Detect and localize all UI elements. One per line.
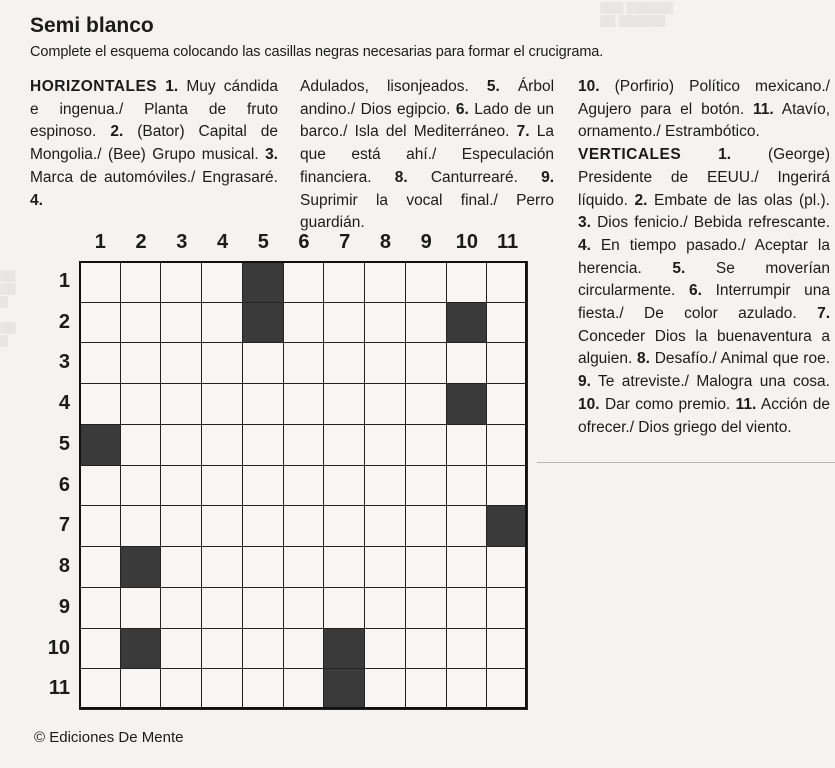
grid-cell[interactable] xyxy=(160,505,202,547)
h-clue-2-text: (Bator) Capital de Mongolia./ (Bee) Grupo musical. xyxy=(30,123,279,164)
h-clue-5-num: 5. xyxy=(486,78,500,95)
grid-cell[interactable] xyxy=(242,628,284,670)
grid-cell[interactable] xyxy=(79,505,121,547)
grid-cell[interactable] xyxy=(446,424,488,466)
grid-cell[interactable] xyxy=(323,587,365,629)
grid-cell[interactable] xyxy=(201,383,243,425)
grid-cell[interactable] xyxy=(364,465,406,507)
grid-cell[interactable] xyxy=(120,465,162,507)
grid-cell[interactable] xyxy=(405,342,447,384)
v-clue-8-text: Desafío./ Animal que roe. xyxy=(654,350,831,368)
grid-cell[interactable] xyxy=(160,261,202,303)
v-clue-9-num: 9. xyxy=(578,373,591,391)
grid-cell[interactable] xyxy=(405,424,447,466)
column-number: 8 xyxy=(379,231,391,253)
grid-cell[interactable] xyxy=(242,505,284,547)
grid-cell[interactable] xyxy=(160,587,202,629)
grid-cell[interactable] xyxy=(364,424,406,466)
column-number: 1 xyxy=(94,231,106,253)
row-number: 7 xyxy=(58,514,70,537)
grid-cell[interactable] xyxy=(201,628,243,670)
grid-cell[interactable] xyxy=(201,587,243,629)
grid-cell[interactable] xyxy=(405,383,447,425)
grid-cell[interactable] xyxy=(201,546,243,588)
grid-cell[interactable] xyxy=(486,424,528,466)
grid-cell[interactable] xyxy=(364,383,406,425)
h-clue-6-num: 6. xyxy=(455,100,469,118)
v-clue-11-text: Acción de ofrecer./ Dios griego del viento. xyxy=(578,395,830,436)
grid-cell[interactable] xyxy=(446,668,488,710)
h-clue-7-text: La que está ahí./ Especulación financiera. xyxy=(300,123,554,186)
bleed-through-top: ▒▒▒ ▒▒▒▒▒▒ ▒▒ ▒▒▒▒▒▒ xyxy=(600,2,674,27)
grid-cell[interactable] xyxy=(160,668,202,710)
grid-cell[interactable] xyxy=(201,505,243,547)
grid-cell[interactable] xyxy=(242,546,284,588)
grid-cell-black[interactable] xyxy=(446,383,488,425)
grid-cell[interactable] xyxy=(79,587,121,629)
grid-cell[interactable] xyxy=(446,505,488,547)
grid-cell[interactable] xyxy=(242,342,284,384)
row-number: 11 xyxy=(48,677,70,700)
grid-cell[interactable] xyxy=(283,546,325,588)
grid-cell[interactable] xyxy=(364,261,406,303)
grid-cell[interactable] xyxy=(446,465,488,507)
grid-cell[interactable] xyxy=(283,668,325,710)
v-clue-2-num: 2. xyxy=(634,191,648,209)
grid-cell[interactable] xyxy=(242,587,284,629)
grid-cell[interactable] xyxy=(486,302,528,344)
column-number: 11 xyxy=(497,231,519,253)
grid-cell[interactable] xyxy=(486,342,528,384)
grid-cell[interactable] xyxy=(323,465,365,507)
row-number: 5 xyxy=(58,432,70,455)
h-clue-3-num: 3. xyxy=(265,146,278,164)
grid-cell[interactable] xyxy=(323,302,365,344)
grid-cell[interactable] xyxy=(79,668,121,710)
puzzle-title: Semi blanco xyxy=(30,14,154,37)
column-number: 3 xyxy=(176,231,188,253)
v-clue-4-num: 4. xyxy=(578,236,591,254)
v-clue-3-num: 3. xyxy=(578,214,591,232)
section-divider xyxy=(537,462,835,463)
grid-cell[interactable] xyxy=(446,342,488,384)
v-clue-7-num: 7. xyxy=(817,305,831,323)
v-clue-5-num: 5. xyxy=(672,259,686,277)
grid-cell[interactable] xyxy=(283,302,325,344)
grid-cell[interactable] xyxy=(160,383,202,425)
copyright-footer: © Ediciones De Mente xyxy=(34,729,184,746)
v-clue-1-num: 1. xyxy=(718,146,732,164)
grid-cell[interactable] xyxy=(323,342,365,384)
grid-cell-black[interactable] xyxy=(242,261,284,303)
grid-cell[interactable] xyxy=(486,668,528,710)
grid-cell[interactable] xyxy=(120,668,162,710)
h-clue-1-text: Muy cándida e ingenua./ Planta de fruto espinoso. xyxy=(30,78,279,141)
h-clue-11-num: 11. xyxy=(753,100,774,118)
grid-cell[interactable] xyxy=(323,546,365,588)
v-clue-8-num: 8. xyxy=(637,350,650,368)
grid-cell[interactable] xyxy=(405,505,447,547)
grid-cell-black[interactable] xyxy=(120,628,162,670)
grid-cell-black[interactable] xyxy=(446,302,488,344)
grid-cell[interactable] xyxy=(446,587,488,629)
grid-cell[interactable] xyxy=(486,465,528,507)
grid-cell[interactable] xyxy=(486,587,528,629)
grid-cell[interactable] xyxy=(486,383,528,425)
grid-cell[interactable] xyxy=(323,261,365,303)
grid-cell[interactable] xyxy=(364,668,406,710)
row-number: 10 xyxy=(47,636,70,659)
v-clue-6-num: 6. xyxy=(688,282,702,300)
row-number: 9 xyxy=(58,595,70,618)
grid-cell[interactable] xyxy=(283,587,325,629)
grid-cell[interactable] xyxy=(160,342,202,384)
grid-cell[interactable] xyxy=(283,342,325,384)
grid-cell[interactable] xyxy=(405,546,447,588)
grid-cell[interactable] xyxy=(79,383,121,425)
grid-cell[interactable] xyxy=(283,465,325,507)
row-number: 3 xyxy=(58,351,70,374)
grid-cell-black[interactable] xyxy=(323,628,365,670)
grid-cell[interactable] xyxy=(283,424,325,466)
grid-cell-black[interactable] xyxy=(79,424,121,466)
h-clue-6-text: Lado de un barco./ Isla del Mediterráneo. xyxy=(300,100,554,141)
grid-cell[interactable] xyxy=(486,546,528,588)
grid-cell[interactable] xyxy=(242,424,284,466)
grid-cell[interactable] xyxy=(201,424,243,466)
h-clue-3-text: Marca de automóviles./ Engrasaré. xyxy=(30,168,278,186)
h-clue-4-num: 4. xyxy=(30,191,43,209)
grid-cell[interactable] xyxy=(364,546,406,588)
grid-cell[interactable] xyxy=(405,628,447,670)
column-number: 10 xyxy=(455,231,478,253)
grid-cell[interactable] xyxy=(405,302,447,344)
grid-cell-black[interactable] xyxy=(120,546,162,588)
column-number: 6 xyxy=(298,231,310,253)
grid-cell[interactable] xyxy=(120,261,162,303)
grid-cell[interactable] xyxy=(79,465,121,507)
grid-cell[interactable] xyxy=(201,668,243,710)
grid-cell[interactable] xyxy=(486,628,528,670)
h-clue-5-text: Árbol andino./ Dios egipcio. xyxy=(300,78,555,118)
grid-cell[interactable] xyxy=(79,342,121,384)
column-number: 5 xyxy=(257,231,269,253)
column-number: 4 xyxy=(216,231,229,253)
grid-cell[interactable] xyxy=(364,587,406,629)
column-number: 2 xyxy=(135,231,147,253)
grid-cell[interactable] xyxy=(160,302,202,344)
row-number: 1 xyxy=(58,270,70,292)
clues-column-2 xyxy=(300,76,554,235)
grid-cell[interactable] xyxy=(283,628,325,670)
grid-cell[interactable] xyxy=(120,505,162,547)
puzzle-instructions: Complete el esquema colocando las casillas negras necesarias para formar el crucigrama. xyxy=(30,44,604,60)
grid-cell[interactable] xyxy=(79,628,121,670)
grid-cell[interactable] xyxy=(160,546,202,588)
grid-cell[interactable] xyxy=(323,424,365,466)
v-clue-5-text: Se moverían circularmente. xyxy=(578,259,830,300)
grid-cell-black[interactable] xyxy=(323,668,365,710)
h-clue-7-num: 7. xyxy=(516,123,530,141)
horizontal-heading: HORIZONTALES xyxy=(30,78,158,95)
grid-cell[interactable] xyxy=(79,261,121,303)
v-clue-3-text: Dios fenicio./ Bebida refrescante. xyxy=(597,214,831,232)
v-clue-1-text: (George) Presidente de EEUU./ Ingerirá líquido. xyxy=(578,146,830,209)
grid-cell-black[interactable] xyxy=(242,302,284,344)
grid-cell[interactable] xyxy=(120,302,162,344)
grid-column-numbers xyxy=(80,231,528,255)
h-clue-1-num: 1. xyxy=(165,78,179,95)
row-number: 4 xyxy=(58,392,70,415)
grid-cell[interactable] xyxy=(201,302,243,344)
grid-cell[interactable] xyxy=(242,465,284,507)
h-clue-2-num: 2. xyxy=(110,123,124,141)
grid-cell[interactable] xyxy=(446,546,488,588)
h-clue-8-text: Canturrearé. xyxy=(430,168,518,186)
grid-cell[interactable] xyxy=(323,505,365,547)
grid-cell[interactable] xyxy=(201,465,243,507)
grid-cell[interactable] xyxy=(364,302,406,344)
v-clue-7-text: Conceder Dios la buenaventura a alguien. xyxy=(578,327,830,368)
clues-column-1 xyxy=(30,76,278,212)
grid-cell[interactable] xyxy=(79,302,121,344)
grid-row-numbers xyxy=(30,261,76,709)
grid-cell[interactable] xyxy=(364,628,406,670)
v-clue-9-text: Te atreviste./ Malogra una cosa. xyxy=(598,373,830,391)
h-clue-11-text: Atavío, ornamento./ Estrambótico. xyxy=(578,100,831,141)
bleed-through-left: ▒▒ ▒▒ ▒ ▒▒ ▒ xyxy=(0,270,16,347)
row-number: 8 xyxy=(58,555,70,578)
h-clue-10-num: 10. xyxy=(578,78,600,95)
grid-cell[interactable] xyxy=(120,424,162,466)
grid-cell[interactable] xyxy=(160,424,202,466)
grid-cell[interactable] xyxy=(160,628,202,670)
grid-cell[interactable] xyxy=(283,383,325,425)
grid-cell-black[interactable] xyxy=(486,505,528,547)
vertical-heading: VERTICALES xyxy=(578,146,682,164)
grid-cell[interactable] xyxy=(405,465,447,507)
v-clue-4-text: En tiempo pasado./ Aceptar la herencia. xyxy=(578,236,830,277)
grid-cell[interactable] xyxy=(405,668,447,710)
grid-cell[interactable] xyxy=(446,628,488,670)
grid-cell[interactable] xyxy=(323,383,365,425)
v-clue-6-text: Interrumpir una fiesta./ De color azulado. xyxy=(578,282,830,323)
column-number: 9 xyxy=(420,231,432,253)
h-clue-4-text: Adulados, lisonjeados. xyxy=(300,78,469,95)
grid-cell[interactable] xyxy=(79,546,121,588)
grid-cell[interactable] xyxy=(201,342,243,384)
v-clue-2-text: Embate de las olas (pl.). xyxy=(653,191,830,209)
h-clue-8-num: 8. xyxy=(394,168,408,186)
grid-cell[interactable] xyxy=(446,261,488,303)
grid-cell[interactable] xyxy=(283,261,325,303)
grid-cell[interactable] xyxy=(242,668,284,710)
grid-cell[interactable] xyxy=(405,587,447,629)
v-clue-11-num: 11. xyxy=(735,395,757,413)
grid-cell[interactable] xyxy=(364,505,406,547)
h-clue-10-text: (Porfirio) Político mexicano./ Agujero para el botón. xyxy=(578,78,830,118)
grid-cell[interactable] xyxy=(201,261,243,303)
grid-cell[interactable] xyxy=(120,587,162,629)
column-number: 7 xyxy=(339,231,351,253)
h-clue-9-num: 9. xyxy=(541,168,555,186)
grid-cell[interactable] xyxy=(242,383,284,425)
row-number: 2 xyxy=(58,310,70,333)
grid-cell[interactable] xyxy=(160,465,202,507)
grid-cell[interactable] xyxy=(364,342,406,384)
crossword-grid xyxy=(79,261,527,709)
grid-cell[interactable] xyxy=(486,261,528,303)
h-clue-9-text: Suprimir la vocal final./ Perro guardián. xyxy=(300,191,554,232)
v-clue-10-num: 10. xyxy=(578,395,600,413)
row-number: 6 xyxy=(58,473,70,496)
grid-cell[interactable] xyxy=(283,505,325,547)
grid-cell[interactable] xyxy=(120,342,162,384)
clues-column-3 xyxy=(578,76,830,439)
v-clue-10-text: Dar como premio. xyxy=(604,395,731,413)
grid-cell[interactable] xyxy=(405,261,447,303)
grid-cell[interactable] xyxy=(120,383,162,425)
